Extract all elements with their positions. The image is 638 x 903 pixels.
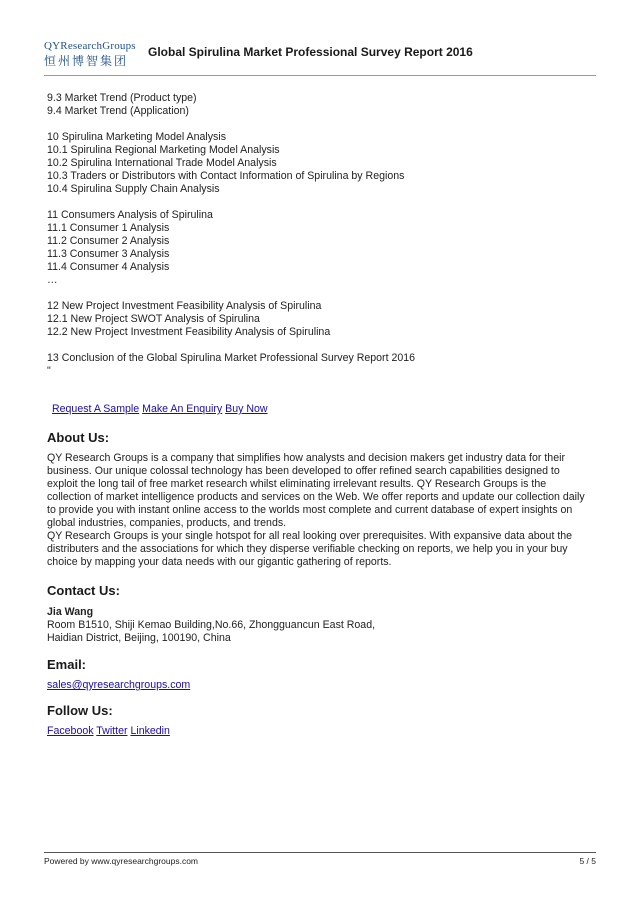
table-of-contents — [47, 92, 597, 378]
page-number: 5 / 5 — [579, 856, 596, 866]
document-title: Global Spirulina Market Professional Survey Report 2016 — [148, 45, 473, 59]
about-line: QY Research Groups is a company that simplifies how analysts and decision makers get industry data for their — [47, 452, 565, 464]
toc-item: 11 Consumers Analysis of Spirulina — [47, 209, 213, 221]
about-line: choice by mapping your data needs with our gigantic gathering of reports. — [47, 556, 392, 568]
page-header — [44, 38, 596, 76]
make-enquiry-link[interactable]: Make An Enquiry — [142, 403, 223, 415]
toc-item: 13 Conclusion of the Global Spirulina Market Professional Survey Report 2016 — [47, 352, 416, 364]
buy-now-link[interactable]: Buy Now — [225, 403, 268, 415]
toc-item: 9.3 Market Trend (Product type) — [47, 92, 197, 104]
contact-heading: Contact Us: — [47, 583, 120, 598]
toc-item: 11.1 Consumer 1 Analysis — [47, 222, 170, 234]
toc-spacer — [47, 118, 597, 131]
linkedin-link[interactable]: Linkedin — [130, 725, 170, 737]
logo-chinese-wordmark: 恒州博智集团 — [44, 54, 129, 68]
about-heading: About Us: — [47, 430, 110, 445]
about-line: QY Research Groups is your single hotspot for all real looking over prerequisites. With expansive data about the — [47, 530, 573, 542]
footer-powered-by: Powered by www.qyresearchgroups.com — [44, 856, 199, 866]
toc-item: 10.3 Traders or Distributors with Contact Information of Spirulina by Regions — [47, 170, 405, 182]
about-line: business. Our unique colossal technology has been developed to offer refined search capabilities designed to — [47, 465, 560, 477]
about-line: to provide you with instant online access to the worlds most complete and current database of expert insights on — [47, 504, 573, 516]
action-links — [47, 403, 597, 416]
page-content — [47, 92, 597, 738]
contact-name: Jia Wang — [47, 606, 94, 618]
social-links — [47, 725, 597, 738]
email-heading: Email: — [47, 657, 87, 672]
toc-item: 10.4 Spirulina Supply Chain Analysis — [47, 183, 220, 195]
page-footer — [44, 852, 596, 866]
about-line: distributers and the associations for which they disperse verifiable checking on reports, we help you in your buy — [47, 543, 568, 555]
toc-item: 11.3 Consumer 3 Analysis — [47, 248, 170, 260]
toc-item: 10.1 Spirulina Regional Marketing Model Analysis — [47, 144, 280, 156]
toc-spacer — [47, 339, 597, 352]
email-link[interactable]: sales@qyresearchgroups.com — [47, 679, 191, 691]
follow-heading: Follow Us: — [47, 703, 113, 718]
about-line: global industries, companies, products, and trends. — [47, 517, 287, 529]
toc-item: … — [47, 274, 58, 286]
toc-item: 12 New Project Investment Feasibility Analysis of Spirulina — [47, 300, 322, 312]
contact-address-line-2: Haidian District, Beijing, 100190, China — [47, 632, 231, 644]
toc-item: " — [47, 365, 51, 377]
toc-spacer — [47, 287, 597, 300]
about-line: exploit the long tail of free market research whilst eliminating irrelevant results. QY Research Groups is the — [47, 478, 547, 490]
toc-spacer — [47, 196, 597, 209]
toc-item: 11.4 Consumer 4 Analysis — [47, 261, 170, 273]
toc-item: 9.4 Market Trend (Application) — [47, 105, 189, 117]
logo-wordmark: QYResearchGroups — [44, 40, 136, 52]
about-paragraph — [47, 452, 597, 569]
toc-item: 12.1 New Project SWOT Analysis of Spirulina — [47, 313, 260, 325]
facebook-link[interactable]: Facebook — [47, 725, 94, 737]
request-sample-link[interactable]: Request A Sample — [52, 403, 140, 415]
toc-item: 10.2 Spirulina International Trade Model Analysis — [47, 157, 277, 169]
company-logo — [44, 40, 144, 70]
toc-item: 11.2 Consumer 2 Analysis — [47, 235, 170, 247]
about-line: collection of market intelligence products and services on the Web. We offer reports and update our collection daily — [47, 491, 585, 503]
toc-item: 10 Spirulina Marketing Model Analysis — [47, 131, 227, 143]
twitter-link[interactable]: Twitter — [96, 725, 128, 737]
toc-item: 12.2 New Project Investment Feasibility Analysis of Spirulina — [47, 326, 331, 338]
contact-address-line-1: Room B1510, Shiji Kemao Building,No.66, Zhongguancun East Road, — [47, 619, 376, 631]
